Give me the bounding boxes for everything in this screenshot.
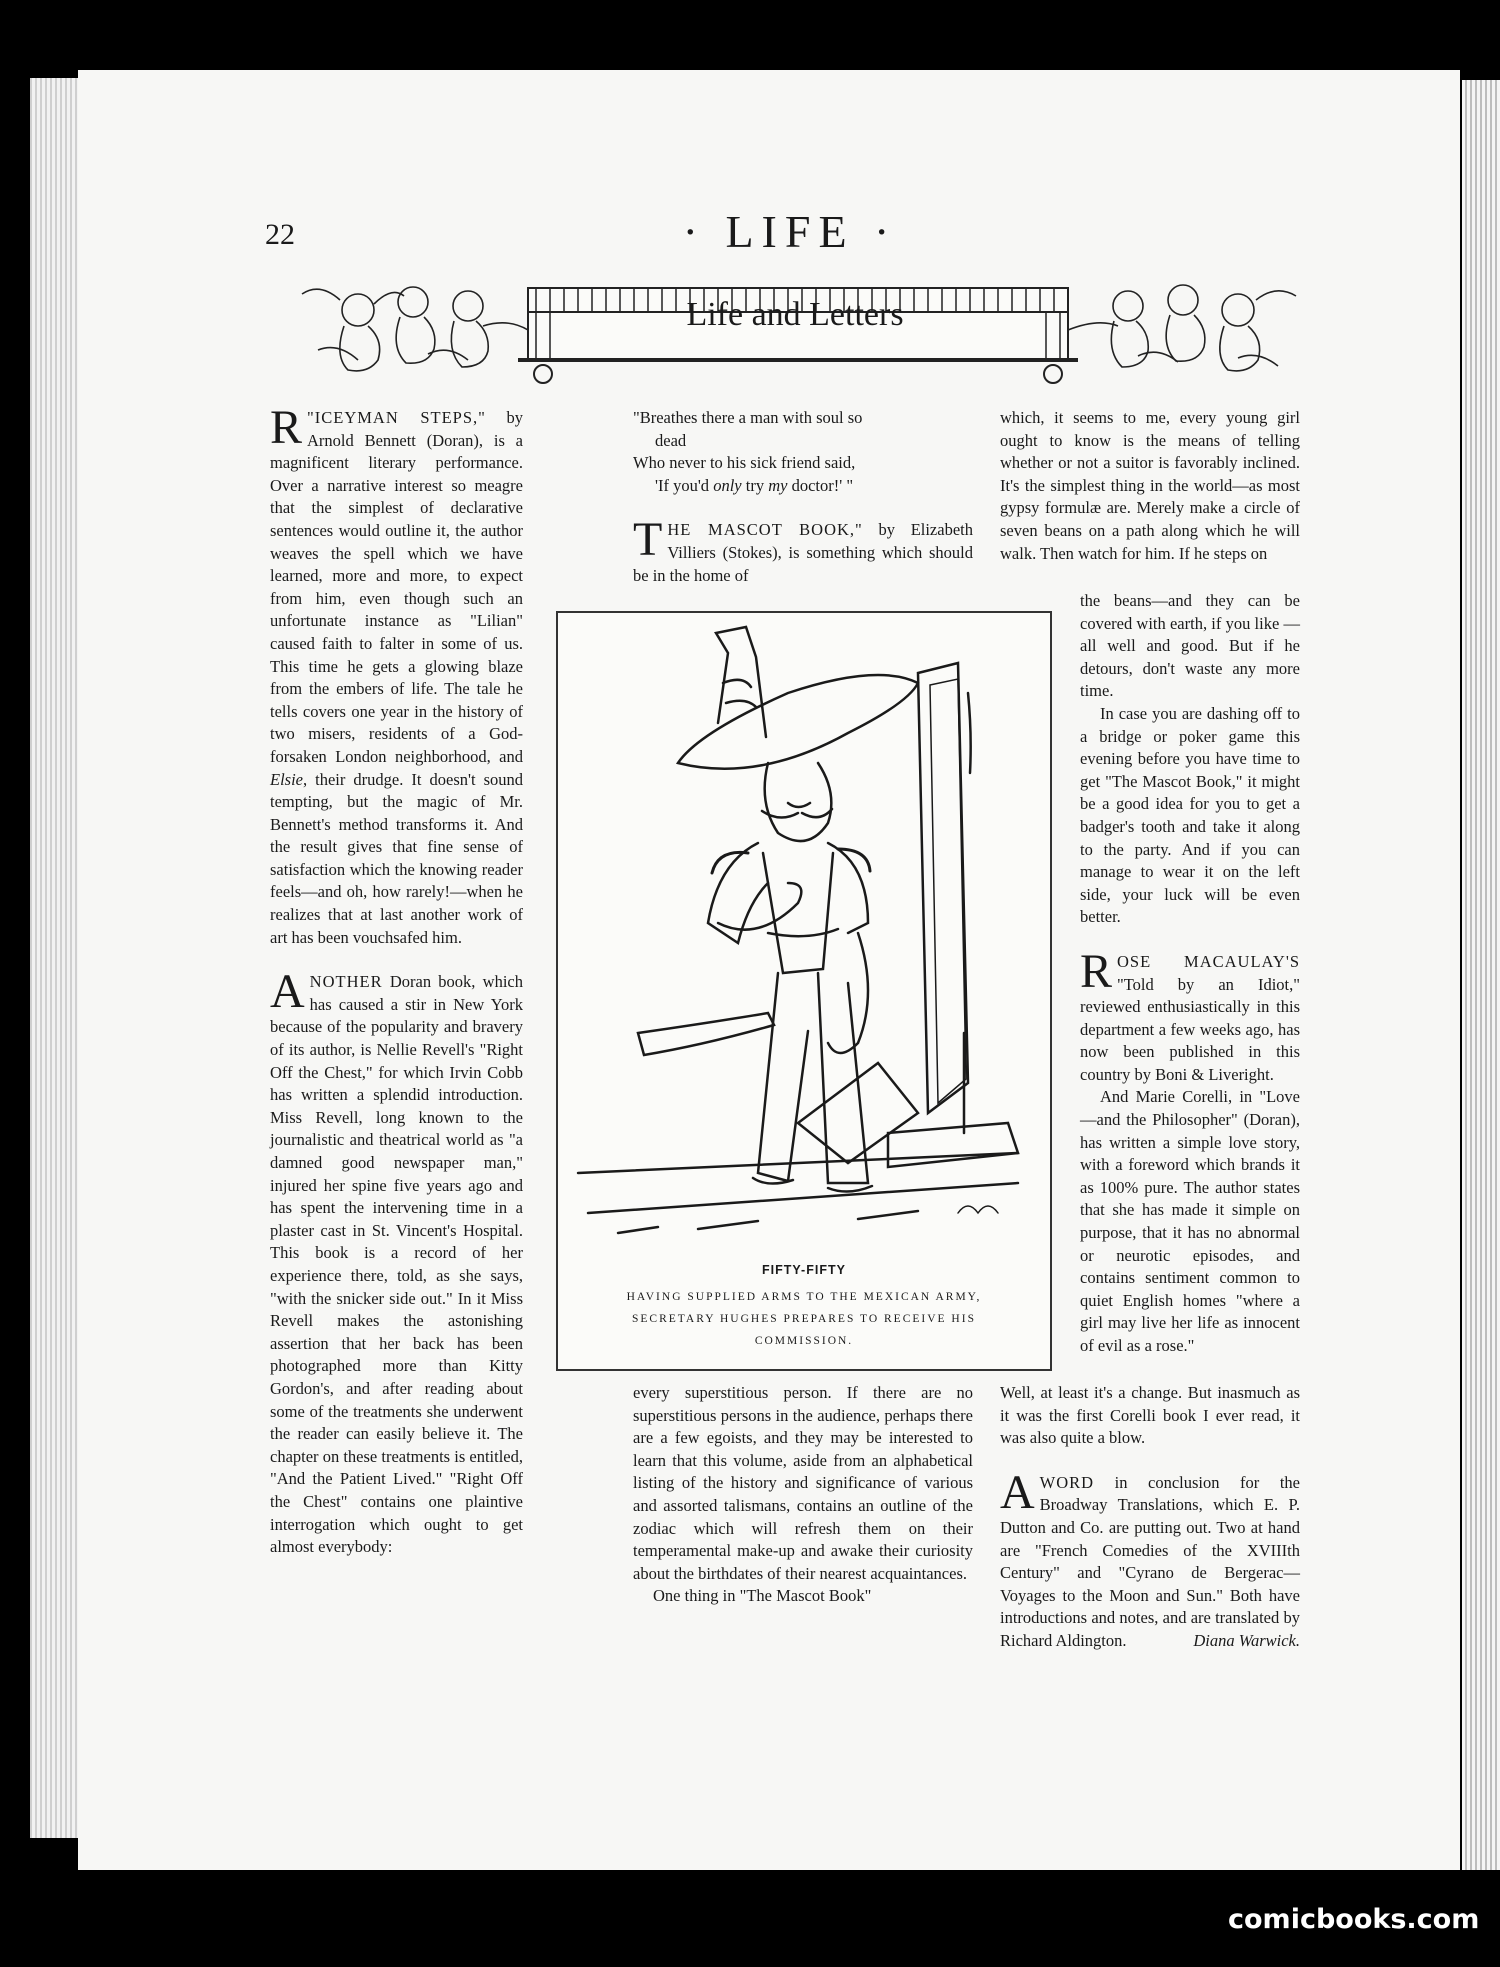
column-1 (270, 401, 524, 1559)
column-3-top: which, it seems to me, every young girl ought to know is the means of telling whether or not a suitor is favorably inclined. It's the simplest thing in the world—as most gypsy formulæ are. Merely make a circle of seven beans on a path along which he will walk. Then watch for him. If he steps on (1000, 408, 1300, 563)
cartoon-illustration (558, 613, 1050, 1253)
drop-cap: T (633, 513, 663, 567)
drop-cap: R (1080, 944, 1113, 998)
byline-signature: Diana Warwick. (1193, 1630, 1300, 1650)
masthead: · LIFE · (682, 206, 898, 257)
lead-in: WORD (1039, 1472, 1095, 1492)
drop-cap: A (270, 965, 305, 1019)
lead-in: HE MASCOT BOOK," (667, 520, 863, 540)
article-paragraph: R "ICEYMAN STEPS," by Arnold Bennett (Doran), is a magnificent literary performance. Over a narrative interest so meagre that the simplest of declarative sentences would outline it, the author weaves the spell which we have learned, more and more, to expect from him, even though such an unfortunate instance as "Lilian" caused faith to falter in some of us. This time he gets a glowing blaze from the embers of life. The tale he tells covers one year in the history of two misers, residents of a God-forsaken London neighborhood, and Elsie, their drudge. It doesn't sound tempting, but the magic of Mr. Bennett's method transforms it. And the result gives that fine sense of satisfaction which the knowing reader feels—and oh, how rarely!—when he realizes that at last another work of art has been vouchsafed him. (270, 401, 524, 947)
article-paragraph: AWORD in conclusion for the Broadway Translations, which E. P. Dutton and Co. are putting out. Two at hand are "French Comedies of the XVIIIth Century" and "Cyrano de Bergerac—Voyages to the Moon and Sun." Both have introductions and notes, and are translated by Richard Aldington. Diana Warwick. (1000, 1472, 1300, 1653)
page-number: 22 (265, 218, 295, 251)
column-2-top (633, 407, 973, 587)
cartoon-caption-title: FIFTY-FIFTY (762, 1263, 846, 1277)
article-paragraph: THE MASCOT BOOK," by Elizabeth Villiers (Stokes), is something which should be in the home of (633, 513, 973, 585)
page-stack-right (1462, 80, 1500, 1870)
column-3-bottom: Well, at least it's a change. But inasmuch as it was the first Corelli book I ever read, it was also quite a blow. AWORD in conclusion for the Broadway Translations, which E. P. Dutton and Co. are putting out. Two at hand are "French Comedies of the XVIIIth Century" and "Cyrano de Bergerac—Voyages to the Moon and Sun." Both have introductions and notes, and are translated by Richard Aldington. Diana Warwick. (1000, 1382, 1300, 1653)
lead-in: "ICEYMAN STEPS," (307, 408, 486, 427)
lead-in: NOTHER (309, 972, 383, 992)
quoted-verse: "Breathes there a man with soul so dead Who never to his sick friend said, 'If you'd only try my doctor!' " (633, 408, 863, 495)
lead-in: OSE MACAULAY'S (1117, 951, 1300, 971)
section-title: Life and Letters (686, 296, 904, 333)
article-paragraph: ROSE MACAULAY'S "Told by an Idiot," reviewed enthusiastically in this department a few weeks ago, has now been published in this country by Boni & Liveright. (1080, 944, 1300, 1084)
column-3-middle: the beans—and they can be covered with earth, if you like —all well and good. But if he detours, don't waste any more time. In case you are dashing off to a bridge or poker game this evening before you have time to get "The Mascot Book," it might be a good idea for you to get a badger's tooth and take it along to the party. And if you can manage to wear it on the left side, your luck will be even better. ROSE MACAULAY'S "Told by an Idiot," reviewed enthusiastically in this department a few weeks ago, has now been published in this country by Boni & Liveright. And Marie Corelli, in "Love—and the Philosopher" (Doran), has written a simple love story, with a foreword which brands it as 100% pure. The author states that she has made it simple on purpose, that it has no abnormal or neurotic episodes, and contains sentiment common to quiet English homes "where a girl may live her life as innocent of evil as a rose." (1080, 591, 1300, 1355)
drop-cap: R (270, 401, 303, 454)
article-paragraph: ANOTHER Doran book, which has caused a stir in New York because of the popularity and bravery of its author, is Nellie Revell's "Right Off the Chest," for which Irvin Cobb has written a splendid introduction. Miss Revell, long known to the journalistic and theatrical world as "a damned good newspaper man," injured her spine five years ago and has spent the intervening time in a plaster cast in St. Vincent's Hospital. This book is a record of her experience there, told, as she says, "with the snicker side out." In it Miss Revell makes the astonishing assertion that her back has been photographed more than Kitty Gordon's, and after reading about some of the treatments she underwent the reader can easily believe it. The chapter on these treatments is entitled, "And the Patient Lived." "Right Off the Chest" contains one plaintive interrogation which ought to get almost everybody: (270, 965, 523, 1557)
cartoon-figure (556, 611, 1052, 1371)
watermark: comicbooks.com (1228, 1904, 1480, 1935)
drop-cap: A (1000, 1465, 1035, 1519)
column-2-bottom: every superstitious person. If there are no superstitious persons in the audience, perhaps there are a few egoists, and they may be interested to learn that this volume, aside from an alphabetical listing of the history and significance of various and assorted talismans, contains an outline of the zodiac which will refresh them on their temperamental make-up and awake their curiosity about the birthdates of their nearest acquaintances. One thing in "The Mascot Book" (633, 1383, 973, 1606)
cartoon-caption: HAVING SUPPLIED ARMS TO THE MEXICAN ARMY, SECRETARY HUGHES PREPARES TO RECEIVE HIS COMMISSION. (626, 1291, 982, 1347)
